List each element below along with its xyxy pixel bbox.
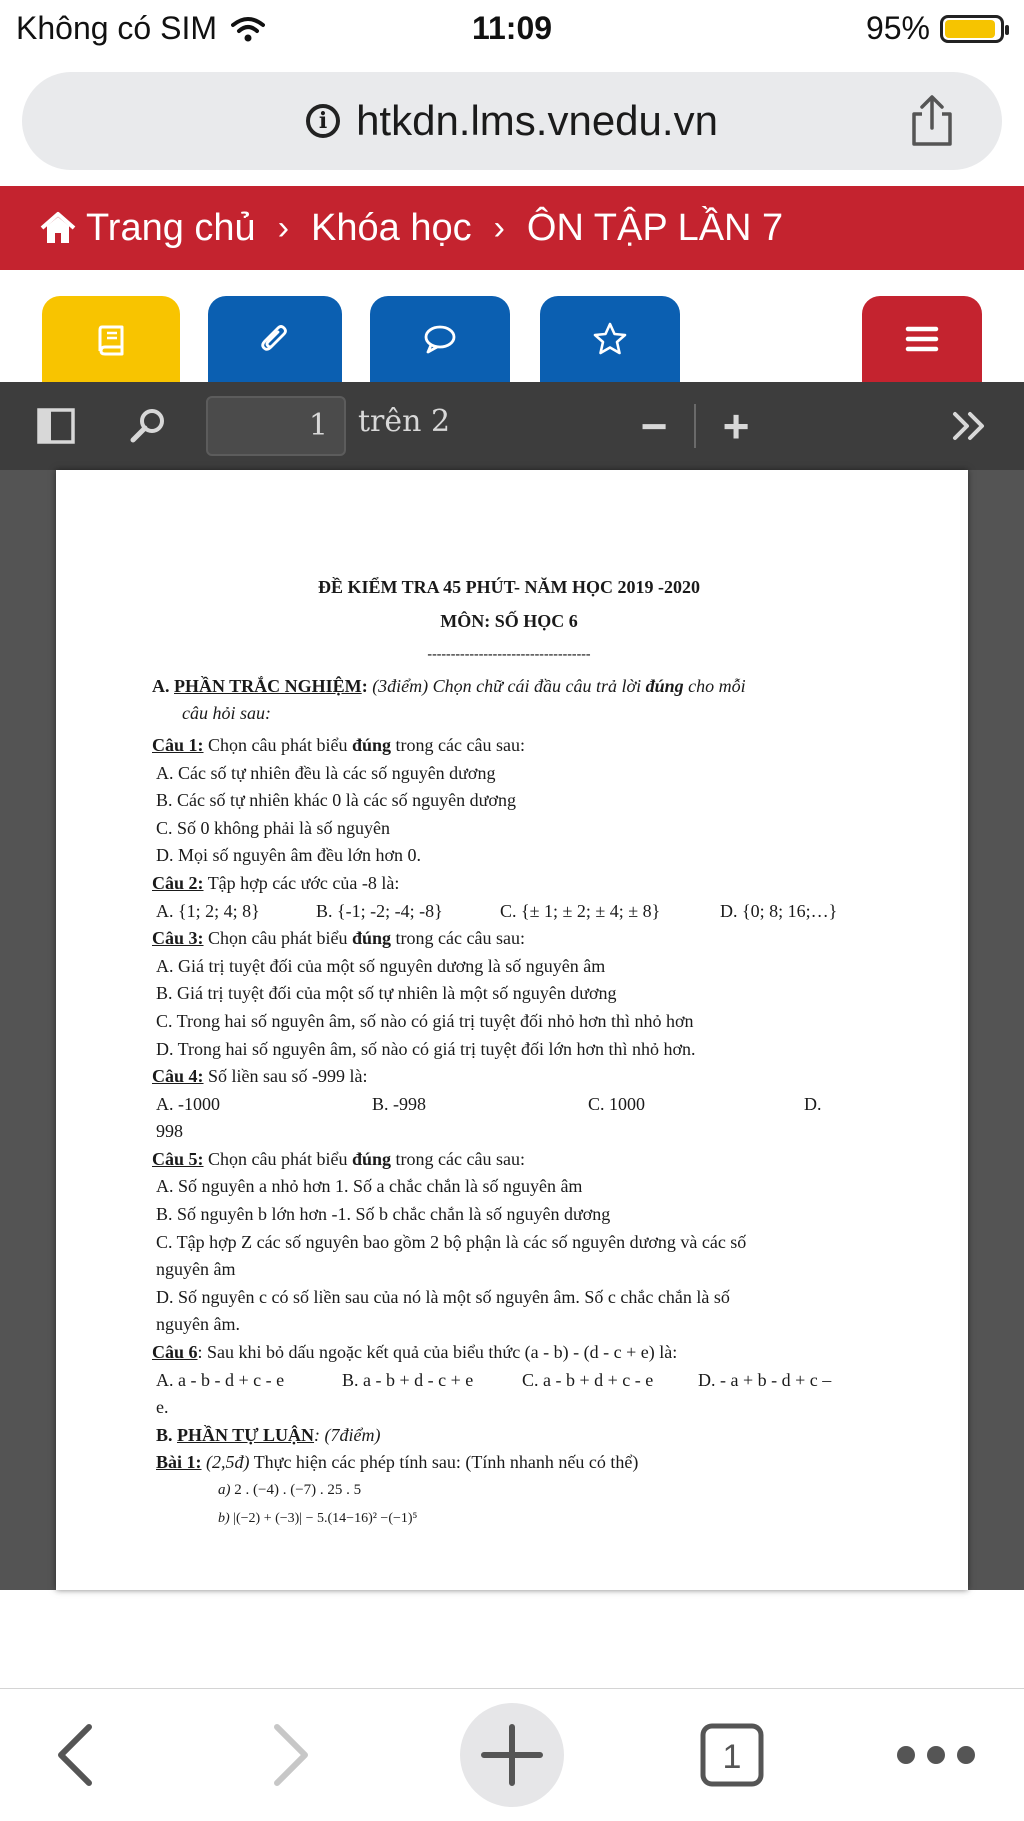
answer-option: C. Số 0 không phải là số nguyên xyxy=(156,817,390,838)
question-2-label: Câu 2: xyxy=(152,872,204,893)
plus-icon xyxy=(480,1723,544,1787)
more-menu-button[interactable] xyxy=(896,1689,976,1821)
exercise-1b-expression: |(−2) + (−3)| − 5.(14−16)² −(−1)⁵ xyxy=(229,1510,418,1526)
question-4 xyxy=(152,1063,866,1091)
forward-button[interactable] xyxy=(256,1689,326,1821)
question-1-text: Chọn câu phát biểu xyxy=(203,734,352,755)
answer-option: C. a - b + d + c - e xyxy=(522,1369,654,1390)
pdf-page xyxy=(56,470,968,1590)
star-icon xyxy=(592,321,628,357)
answer-option: C. {± 1; ± 2; ± 4; ± 8} xyxy=(500,900,661,921)
answer-option: nguyên âm. xyxy=(156,1314,240,1335)
answer-option: B. {-1; -2; -4; -8} xyxy=(316,900,443,921)
question-1-bold: đúng xyxy=(351,734,392,755)
battery-percent: 95% xyxy=(865,10,930,46)
tab-attachments[interactable] xyxy=(208,296,342,382)
breadcrumb-course[interactable]: Khóa học xyxy=(311,206,472,249)
tab-discussion[interactable] xyxy=(370,296,510,382)
part-a-colon: : xyxy=(361,675,373,696)
answer-option: B. a - b + d - c + e xyxy=(342,1369,474,1390)
pdf-search-button[interactable] xyxy=(122,400,174,452)
part-b-heading xyxy=(152,1422,866,1450)
course-tabs xyxy=(0,296,1024,382)
question-2 xyxy=(152,870,866,898)
breadcrumb xyxy=(0,186,1024,270)
share-icon[interactable] xyxy=(906,94,958,148)
question-6 xyxy=(152,1339,866,1367)
question-6-text: : Sau khi bỏ dấu ngoặc kết quả của biểu thức (a - b) - (d - c + e) là: xyxy=(197,1342,678,1363)
answer-option: D. Trong hai số nguyên âm, số nào có giá trị tuyệt đối lớn hơn thì nhỏ hơn. xyxy=(156,1038,696,1059)
home-icon[interactable] xyxy=(40,211,76,245)
book-icon xyxy=(93,321,129,357)
exercise-1b xyxy=(152,1505,866,1533)
answer-option-wrap: e. xyxy=(156,1397,169,1418)
part-a-instruction-end: cho mỗi xyxy=(683,675,746,696)
question-6-label: Câu 6 xyxy=(152,1342,198,1363)
pdf-viewer[interactable] xyxy=(0,470,1024,1590)
answer-option: A. Các số tự nhiên đều là các số nguyên dương xyxy=(156,762,496,783)
answer-option: D. Số nguyên c có số liền sau của nó là một số nguyên âm. Số c chắc chắn là số xyxy=(156,1286,730,1307)
url-text[interactable]: htkdn.lms.vnedu.vn xyxy=(356,97,718,144)
question-4-options xyxy=(152,1091,866,1119)
answer-option: B. Số nguyên b lớn hơn -1. Số b chắc chắn là số nguyên dương xyxy=(156,1204,611,1225)
chevron-right-icon xyxy=(269,1723,313,1787)
new-tab-button[interactable] xyxy=(460,1689,564,1821)
answer-option: D. xyxy=(804,1093,822,1114)
tab-menu[interactable] xyxy=(862,296,982,382)
info-icon[interactable]: i xyxy=(306,104,340,138)
zoom-out-button[interactable] xyxy=(628,400,680,452)
exam-document xyxy=(152,554,866,1532)
zoom-divider xyxy=(694,404,696,448)
part-a-instruction: Chọn chữ cái đầu câu trả lời xyxy=(428,675,646,696)
question-5-bold: đúng xyxy=(351,1148,392,1169)
question-4-label: Câu 4: xyxy=(152,1066,204,1087)
part-a-instruction-line2: câu hỏi sau: xyxy=(182,703,271,724)
exercise-1a-label: a) xyxy=(218,1482,231,1498)
question-3 xyxy=(152,925,866,953)
page-total-label: trên 2 xyxy=(358,404,451,439)
tab-favorites[interactable] xyxy=(540,296,680,382)
answer-option: A. {1; 2; 4; 8} xyxy=(156,900,260,921)
exercise-1 xyxy=(152,1449,866,1477)
question-2-text: Tập hợp các ước của -8 là: xyxy=(203,872,400,893)
part-a-points: (3điểm) xyxy=(372,675,429,696)
exercise-1b-label: b) xyxy=(218,1510,230,1526)
zoom-in-button[interactable] xyxy=(710,400,762,452)
breadcrumb-home[interactable]: Trang chủ xyxy=(86,206,256,249)
question-6-options xyxy=(152,1367,866,1395)
answer-option: A. a - b - d + c - e xyxy=(156,1369,285,1390)
page-number-input[interactable]: 1 xyxy=(206,396,346,456)
exercise-1a xyxy=(152,1477,866,1505)
back-button[interactable] xyxy=(40,1689,110,1821)
tab-book[interactable] xyxy=(42,296,180,382)
battery-icon xyxy=(940,15,1004,43)
question-1 xyxy=(152,732,866,760)
answer-option: A. Giá trị tuyệt đối của một số nguyên dương là số nguyên âm xyxy=(156,955,606,976)
answer-option: D. Mọi số nguyên âm đều lớn hơn 0. xyxy=(156,845,422,866)
paperclip-icon xyxy=(257,321,293,357)
answer-option: B. -998 xyxy=(372,1093,426,1114)
question-2-options xyxy=(152,898,866,926)
divider-line: ----------------------------------- xyxy=(427,647,591,663)
more-dots-icon xyxy=(896,1745,976,1765)
question-5 xyxy=(152,1146,866,1174)
question-3-bold: đúng xyxy=(351,928,392,949)
question-1-label: Câu 1: xyxy=(152,734,204,755)
question-5-text-end: trong các câu sau: xyxy=(391,1148,525,1169)
part-b-points: : (7điểm) xyxy=(314,1424,381,1445)
address-bar[interactable] xyxy=(22,72,1002,170)
answer-option: nguyên âm xyxy=(156,1259,236,1280)
menu-icon xyxy=(904,321,940,357)
question-3-text-end: trong các câu sau: xyxy=(391,928,525,949)
status-bar xyxy=(0,0,1024,60)
answer-option: D. {0; 8; 16;…} xyxy=(720,900,838,921)
answer-option: A. Số nguyên a nhỏ hơn 1. Số a chắc chắn là số nguyên âm xyxy=(156,1176,583,1197)
part-b-title: PHẦN TỰ LUẬN xyxy=(177,1424,315,1445)
answer-option-wrap: 998 xyxy=(156,1121,183,1142)
carrier-text: Không có SIM xyxy=(16,10,217,46)
more-tools-button[interactable] xyxy=(944,400,996,452)
question-3-label: Câu 3: xyxy=(152,928,204,949)
part-a-title: PHẦN TRẮC NGHIỆM xyxy=(174,675,362,696)
exercise-1-text: Thực hiện các phép tính sau: (Tính nhanh nếu có thể) xyxy=(249,1452,639,1473)
chevron-left-icon xyxy=(53,1723,97,1787)
exam-title: ĐỀ KIỂM TRA 45 PHÚT- NĂM HỌC 2019 -2020 xyxy=(317,577,701,597)
pdf-toolbar xyxy=(0,382,1024,470)
answer-option: A. -1000 xyxy=(156,1093,220,1114)
breadcrumb-separator: › xyxy=(493,208,505,247)
question-3-text: Chọn câu phát biểu xyxy=(203,928,352,949)
tab-count-icon xyxy=(698,1721,766,1789)
search-icon xyxy=(128,406,168,446)
breadcrumb-current: ÔN TẬP LẦN 7 xyxy=(526,206,784,249)
tabs-button[interactable] xyxy=(698,1689,766,1821)
breadcrumb-separator: › xyxy=(277,208,290,247)
part-a-heading xyxy=(152,673,866,701)
double-chevron-right-icon xyxy=(950,406,990,446)
new-tab-circle xyxy=(460,1703,564,1807)
answer-option: C. Tập hợp Z các số nguyên bao gồm 2 bộ phận là các số nguyên dương và các số xyxy=(156,1231,747,1252)
answer-option: B. Các số tự nhiên khác 0 là các số nguyên dương xyxy=(156,790,516,811)
minus-icon: − xyxy=(640,400,668,452)
answer-option: B. Giá trị tuyệt đối của một số tự nhiên là một số nguyên dương xyxy=(156,983,617,1004)
sidebar-icon xyxy=(36,406,76,446)
answer-option: C. Trong hai số nguyên âm, số nào có giá trị tuyệt đối nhỏ hơn thì nhỏ hơn xyxy=(156,1010,694,1031)
clock: 11:09 xyxy=(471,10,553,46)
question-5-label: Câu 5: xyxy=(152,1148,204,1169)
answer-option: C. 1000 xyxy=(588,1093,646,1114)
exam-subject: MÔN: SỐ HỌC 6 xyxy=(440,610,578,631)
chat-icon xyxy=(422,321,458,357)
browser-toolbar xyxy=(0,1688,1024,1821)
question-4-text: Số liền sau số -999 là: xyxy=(203,1066,368,1087)
exercise-1-label: Bài 1: xyxy=(156,1452,202,1473)
question-5-text: Chọn câu phát biểu xyxy=(203,1148,352,1169)
sidebar-toggle-button[interactable] xyxy=(30,400,82,452)
svg-text:1: 1 xyxy=(722,1738,742,1776)
exercise-1-points: (2,5đ) xyxy=(201,1452,250,1473)
question-1-text-end: trong các câu sau: xyxy=(391,734,525,755)
exercise-1a-expression: 2 . (−4) . (−7) . 25 . 5 xyxy=(230,1482,362,1498)
part-b-label: B. xyxy=(156,1424,178,1445)
part-a-instruction-bold: đúng xyxy=(645,675,684,696)
plus-icon: + xyxy=(722,400,750,452)
answer-option: D. - a + b - d + c – xyxy=(698,1369,832,1390)
part-a-label: A. xyxy=(152,675,174,696)
